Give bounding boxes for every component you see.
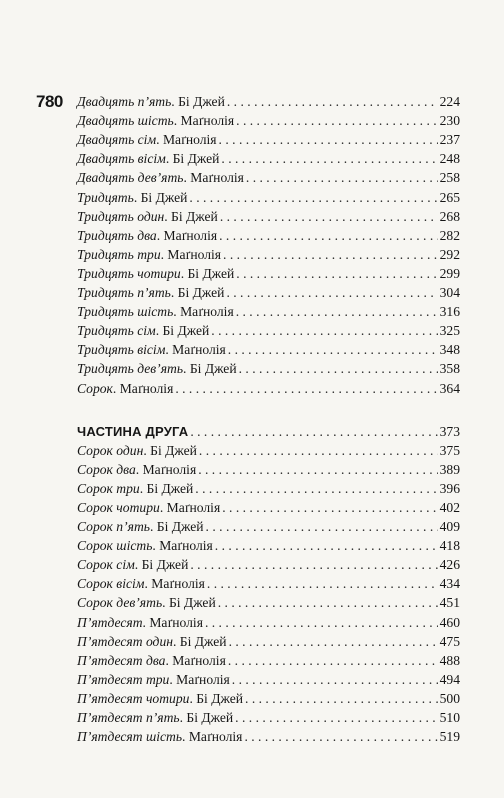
narrator-name: Бі Джей xyxy=(172,151,220,167)
entry-title xyxy=(77,283,226,302)
dot-leader xyxy=(236,302,438,321)
narrator-name: Маґнолія xyxy=(167,246,222,262)
dot-leader xyxy=(239,359,438,378)
separator: . xyxy=(165,342,173,358)
page-ref: 451 xyxy=(439,595,460,611)
toc-entry xyxy=(77,149,460,168)
entry-title xyxy=(77,226,219,245)
chapter-name: Двадцять дев’ять xyxy=(77,170,184,186)
narrator-name: Маґнолія xyxy=(180,304,234,320)
separator: . xyxy=(189,690,197,706)
chapter-name: Тридцять три xyxy=(77,246,161,262)
separator: . xyxy=(173,304,181,320)
page-ref: 475 xyxy=(439,633,460,649)
toc-entry xyxy=(77,670,460,689)
entry-title xyxy=(77,670,232,689)
part-two-page: 373 xyxy=(439,423,460,439)
toc-entry xyxy=(77,111,460,130)
dot-leader xyxy=(198,460,437,479)
separator: . xyxy=(171,94,179,110)
entry-title xyxy=(77,593,218,612)
toc-entry xyxy=(77,226,460,245)
narrator-name: Маґнолія xyxy=(119,380,174,396)
toc-entry xyxy=(77,441,460,460)
separator: . xyxy=(156,227,164,243)
chapter-name: П’ятдесят два xyxy=(77,652,166,668)
page-ref: 248 xyxy=(439,151,460,167)
narrator-name: Бі Джей xyxy=(177,285,225,301)
page-ref: 316 xyxy=(439,304,460,320)
chapter-name: Тридцять два xyxy=(77,227,157,243)
separator: . xyxy=(170,285,178,301)
separator: . xyxy=(135,461,143,477)
entry-title xyxy=(77,149,221,168)
separator: . xyxy=(172,633,180,649)
narrator-name: Маґнолія xyxy=(172,652,226,668)
dot-leader xyxy=(223,245,438,264)
dot-leader xyxy=(236,264,437,283)
dot-leader xyxy=(222,498,437,517)
separator: . xyxy=(159,499,167,515)
separator: . xyxy=(112,380,120,396)
dot-leader xyxy=(195,479,437,498)
dot-leader xyxy=(221,149,437,168)
page-ref: 230 xyxy=(439,113,460,129)
separator: . xyxy=(179,710,187,725)
separator: . xyxy=(156,132,163,148)
dot-leader xyxy=(211,321,437,340)
entry-title xyxy=(77,632,229,651)
narrator-name: Бі Джей xyxy=(178,94,225,110)
page-ref: 500 xyxy=(439,690,460,706)
dot-leader xyxy=(205,613,438,632)
separator: . xyxy=(165,652,173,668)
page-ref: 488 xyxy=(439,652,460,668)
entry-title xyxy=(77,340,228,359)
toc-entry xyxy=(77,359,460,378)
part-two-list xyxy=(77,441,460,747)
separator: . xyxy=(164,208,172,224)
toc-entry xyxy=(77,264,460,283)
toc-entry xyxy=(77,130,460,149)
toc-entry xyxy=(77,632,460,651)
narrator-name: Маґнолія xyxy=(162,132,217,148)
chapter-name: П’ятдесят шість xyxy=(77,729,183,745)
separator: . xyxy=(143,442,151,458)
toc-entry xyxy=(77,593,460,612)
entry-title xyxy=(77,379,175,398)
toc-entry xyxy=(77,727,460,746)
page-ref: 396 xyxy=(439,480,460,496)
dot-leader xyxy=(218,593,438,612)
entry-title xyxy=(77,130,219,149)
dot-leader xyxy=(229,632,438,651)
dot-leader xyxy=(207,574,438,593)
dot-leader xyxy=(232,670,438,689)
toc-entry xyxy=(77,498,460,517)
dot-leader xyxy=(245,689,438,708)
dot-leader xyxy=(228,340,438,359)
chapter-name: Сорок xyxy=(77,380,113,396)
page-ref: 258 xyxy=(439,170,460,186)
narrator-name: Бі Джей xyxy=(150,442,197,458)
separator: . xyxy=(152,538,160,554)
dot-leader xyxy=(189,188,437,207)
chapter-name: Сорок вісім xyxy=(77,576,145,592)
entry-title xyxy=(77,321,211,340)
entry-title xyxy=(77,188,189,207)
entry-title xyxy=(77,708,235,727)
entry-title xyxy=(77,111,236,130)
toc-entry xyxy=(77,689,460,708)
page-ref: 402 xyxy=(439,499,460,515)
narrator-name: Бі Джей xyxy=(187,265,235,281)
toc-entry xyxy=(77,574,460,593)
chapter-name: Тридцять п’ять xyxy=(77,285,171,301)
narrator-name: Бі Джей xyxy=(171,208,218,224)
toc-entry xyxy=(77,378,460,397)
separator: . xyxy=(162,595,169,611)
narrator-name: Маґнолія xyxy=(159,538,213,554)
dot-leader xyxy=(226,283,437,302)
page-ref: 510 xyxy=(439,710,460,725)
chapter-name: Двадцять вісім xyxy=(77,151,166,167)
chapter-name: Тридцять вісім xyxy=(77,342,166,358)
separator: . xyxy=(155,323,163,339)
dot-leader xyxy=(235,708,437,727)
narrator-name: Бі Джей xyxy=(146,480,194,496)
chapter-name: П’ятдесят три xyxy=(77,671,170,687)
chapter-name: Тридцять один xyxy=(77,208,165,224)
page-number: 780 xyxy=(36,92,63,111)
separator: . xyxy=(144,576,152,592)
entry-title xyxy=(77,207,220,226)
chapter-name: П’ятдесят чотири xyxy=(77,690,190,706)
chapter-name: Двадцять п’ять xyxy=(77,94,172,110)
dot-leader xyxy=(219,226,438,245)
section-gap xyxy=(77,398,460,422)
page-ref: 299 xyxy=(439,265,460,281)
toc-entry xyxy=(77,708,460,727)
separator: . xyxy=(142,614,150,630)
dot-leader xyxy=(246,168,438,187)
dot-leader xyxy=(206,517,438,536)
dot-leader xyxy=(228,651,438,670)
chapter-name: Сорок три xyxy=(77,480,140,496)
toc-entry xyxy=(77,92,460,111)
entry-title xyxy=(77,92,227,111)
separator: . xyxy=(183,170,191,186)
dot-leader xyxy=(227,92,438,111)
toc-entry xyxy=(77,245,460,264)
separator: . xyxy=(134,557,142,573)
dot-leader xyxy=(220,207,438,226)
toc-entry xyxy=(77,536,460,555)
page-ref: 494 xyxy=(439,671,460,687)
part-one-list xyxy=(77,92,460,398)
entry-title xyxy=(77,613,205,632)
narrator-name: Бі Джей xyxy=(168,595,216,611)
table-of-contents xyxy=(77,92,460,746)
narrator-name: Маґнолія xyxy=(180,113,235,129)
entry-title xyxy=(77,727,244,746)
toc-entry xyxy=(77,187,460,206)
entry-title xyxy=(77,555,190,574)
toc-entry xyxy=(77,321,460,340)
narrator-name: Маґнолія xyxy=(190,170,244,186)
entry-title xyxy=(77,245,223,264)
toc-entry xyxy=(77,612,460,631)
part-two-title: ЧАСТИНА ДРУГА xyxy=(77,423,189,439)
entry-title xyxy=(77,479,195,498)
part-two-heading-row xyxy=(77,422,460,441)
chapter-name: Сорок шість xyxy=(77,538,153,554)
narrator-name: Бі Джей xyxy=(140,189,188,205)
page-ref: 434 xyxy=(439,576,460,592)
separator: . xyxy=(182,729,189,745)
chapter-name: Тридцять сім xyxy=(77,323,156,339)
narrator-name: Бі Джей xyxy=(162,323,210,339)
narrator-name: Маґнолія xyxy=(151,576,205,592)
entry-title xyxy=(77,574,207,593)
toc-entry xyxy=(77,168,460,187)
entry-title xyxy=(77,264,236,283)
page-ref: 292 xyxy=(439,246,460,262)
narrator-name: Бі Джей xyxy=(186,710,234,725)
page-ref: 409 xyxy=(439,519,460,535)
page-ref: 224 xyxy=(439,94,460,110)
entry-title xyxy=(77,359,239,378)
narrator-name: Бі Джей xyxy=(141,557,189,573)
toc-entry xyxy=(77,302,460,321)
entry-title xyxy=(77,498,222,517)
dot-leader xyxy=(236,111,437,130)
page-ref: 375 xyxy=(439,442,460,458)
toc-entry xyxy=(77,207,460,226)
chapter-name: Сорок п’ять xyxy=(77,519,150,535)
page-ref: 237 xyxy=(439,132,460,148)
page-ref: 519 xyxy=(439,729,460,745)
dot-leader xyxy=(215,536,438,555)
chapter-name: П’ятдесят xyxy=(77,614,143,630)
toc-entry xyxy=(77,283,460,302)
dot-leader xyxy=(190,555,437,574)
separator: . xyxy=(183,361,190,377)
separator: . xyxy=(149,519,157,535)
chapter-name: Сорок чотири xyxy=(77,499,160,515)
entry-title xyxy=(77,536,215,555)
entry-title xyxy=(77,517,206,536)
chapter-name: Двадцять шість xyxy=(77,113,174,129)
page-ref: 460 xyxy=(439,614,460,630)
page-ref: 325 xyxy=(439,323,460,339)
narrator-name: Маґнолія xyxy=(142,461,197,477)
page-ref: 358 xyxy=(439,361,460,377)
page-ref: 426 xyxy=(439,557,460,573)
narrator-name: Маґнолія xyxy=(149,614,203,630)
chapter-name: Сорок два xyxy=(77,461,136,477)
separator: . xyxy=(160,246,168,262)
entry-title xyxy=(77,689,245,708)
separator: . xyxy=(139,480,147,496)
chapter-name: Сорок дев’ять xyxy=(77,595,163,611)
page-ref: 364 xyxy=(439,380,460,396)
chapter-name: Сорок сім xyxy=(77,557,135,573)
toc-entry xyxy=(77,555,460,574)
toc-entry xyxy=(77,517,460,536)
separator: . xyxy=(165,151,173,167)
entry-title xyxy=(77,302,236,321)
page-ref: 418 xyxy=(439,538,460,554)
narrator-name: Бі Джей xyxy=(156,519,204,535)
chapter-name: Тридцять шість xyxy=(77,304,174,320)
chapter-name: П’ятдесят один xyxy=(77,633,173,649)
narrator-name: Маґнолія xyxy=(163,227,218,243)
entry-title xyxy=(77,460,198,479)
dot-leader xyxy=(175,379,437,398)
dot-leader xyxy=(199,441,438,460)
page-ref: 265 xyxy=(439,189,460,205)
toc-entry xyxy=(77,460,460,479)
page-ref: 282 xyxy=(439,227,460,243)
separator: . xyxy=(169,671,177,687)
page-ref: 348 xyxy=(439,342,460,358)
dot-leader xyxy=(219,130,438,149)
chapter-name: Тридцять дев’ять xyxy=(77,361,184,377)
separator: . xyxy=(180,265,188,281)
separator: . xyxy=(133,189,141,205)
narrator-name: Маґнолія xyxy=(188,729,243,745)
dot-leader xyxy=(190,422,437,441)
chapter-name: Двадцять сім xyxy=(77,132,157,148)
entry-title xyxy=(77,651,228,670)
page-ref: 268 xyxy=(439,208,460,224)
page-ref: 304 xyxy=(439,285,460,301)
dot-leader xyxy=(244,727,437,746)
narrator-name: Маґнолія xyxy=(172,342,226,358)
toc-entry xyxy=(77,340,460,359)
toc-entry xyxy=(77,651,460,670)
separator: . xyxy=(173,113,181,129)
narrator-name: Бі Джей xyxy=(196,690,244,706)
narrator-name: Маґнолія xyxy=(166,499,221,515)
toc-entry xyxy=(77,479,460,498)
entry-title xyxy=(77,441,199,460)
chapter-name: П’ятдесят п’ять xyxy=(77,710,180,725)
narrator-name: Бі Джей xyxy=(189,361,237,377)
narrator-name: Бі Джей xyxy=(179,633,227,649)
page-ref: 389 xyxy=(439,461,460,477)
chapter-name: Сорок один xyxy=(77,442,144,458)
narrator-name: Маґнолія xyxy=(176,671,230,687)
entry-title xyxy=(77,168,246,187)
chapter-name: Тридцять xyxy=(77,189,134,205)
chapter-name: Тридцять чотири xyxy=(77,265,181,281)
